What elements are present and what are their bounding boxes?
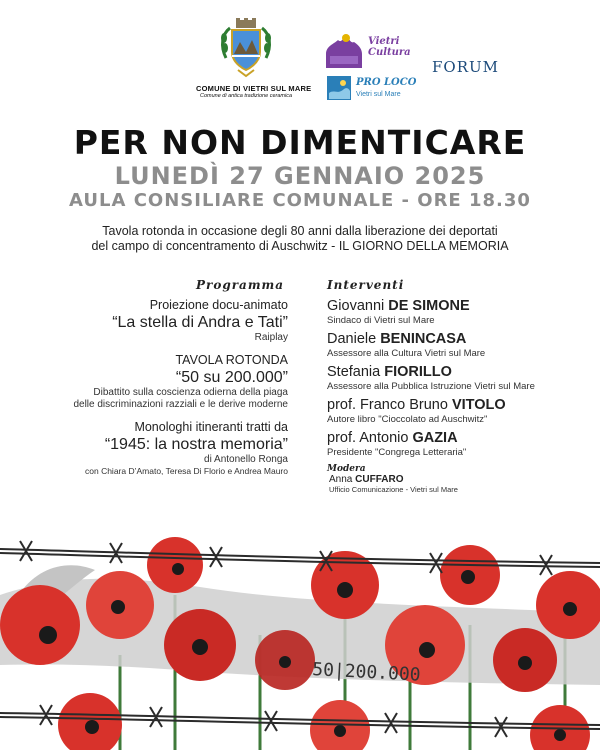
comune-tagline: Comune di antica tradizione ceramica [199, 93, 293, 99]
comune-name: COMUNE DI VIETRI SUL MARE [196, 84, 312, 93]
comune-logo [196, 18, 312, 99]
speaker-first: prof. Franco Bruno [327, 397, 448, 413]
moderator-name [327, 474, 587, 485]
event-description [0, 224, 600, 254]
program-item-title: “1945: la nostra memoria” [104, 436, 288, 453]
logo-bar [0, 18, 600, 118]
interventi-heading: Interventi [327, 278, 405, 292]
modera-heading: Modera [327, 464, 366, 474]
speaker-last: BENINCASA [380, 331, 467, 347]
speaker-last: VITOLO [451, 397, 506, 413]
program-item-source: Raiplay [254, 332, 288, 343]
program-item-desc: Dibattito sulla coscienza odierna della piaga [93, 387, 288, 398]
proloco-icon [326, 75, 352, 101]
speaker-name [327, 430, 587, 447]
speaker-last: DE SIMONE [388, 298, 470, 314]
page-title: PER NON DIMENTICARE [73, 123, 527, 162]
speaker-last: GAZIA [412, 430, 458, 446]
interventi-section [327, 278, 587, 494]
poppy-flower [164, 609, 236, 681]
forum-icon: FORUM [432, 58, 499, 76]
speaker [327, 298, 587, 326]
speaker-role: Sindaco di Vietri sul Mare [327, 315, 435, 326]
speaker-last: FIORILLO [384, 364, 452, 380]
program-item-desc: delle discriminazioni razziali e le derive moderne [73, 399, 288, 410]
speaker-first: Stefania [327, 364, 381, 380]
vietri-line2: Cultura [368, 47, 411, 58]
programma-heading: Programma [195, 278, 284, 292]
programma-section [20, 278, 288, 477]
speaker-role: Autore libro "Cioccolato ad Auschwitz" [327, 414, 488, 425]
speaker [327, 364, 587, 392]
speaker-name [327, 364, 587, 381]
poppy-flower [440, 545, 500, 605]
forum-logo [432, 58, 514, 76]
speaker-role: Assessore alla Pubblica Istruzione Vietri sul Mare [327, 381, 535, 392]
speaker-name [327, 298, 587, 315]
poppy-flower [0, 585, 80, 665]
proloco-sub: Vietri sul Mare [356, 91, 401, 98]
speaker-name [327, 331, 587, 348]
speaker-first: prof. Antonio [327, 430, 409, 446]
speaker-role: Presidente "Congrega Letteraria" [327, 447, 467, 458]
proloco-name: PRO LOCO [356, 77, 417, 88]
poppy-flower [147, 537, 203, 593]
coat-of-arms-icon [218, 18, 274, 82]
description-line: del campo di concentramento di Auschwitz - IL GIORNO DELLA MEMORIA [91, 239, 509, 253]
program-item-intro: Proiezione docu-animato [149, 298, 288, 312]
vietri-cultura-logo [322, 32, 422, 72]
moderator-role: Ufficio Comunicazione - Vietri sul Mare [329, 485, 458, 494]
proloco-logo [326, 75, 426, 111]
poppy-artwork [0, 535, 600, 750]
program-item-cast: con Chiara D’Amato, Teresa Di Florio e Andrea Mauro [85, 466, 288, 476]
moderator-first: Anna [329, 474, 353, 485]
speaker-first: Giovanni [327, 298, 385, 314]
moderator-last: CUFFARO [355, 474, 404, 485]
vietri-cultura-icon [322, 32, 366, 70]
vietri-cultura-name [368, 36, 411, 58]
speaker-first: Daniele [327, 331, 377, 347]
program-item-intro: Monologhi itineranti tratti da [134, 420, 288, 434]
poppy-flower [58, 693, 122, 750]
vietri-line1: Vietri [368, 36, 400, 47]
tattoo-number: 50|200.000 [311, 659, 422, 686]
program-item-intro: TAVOLA ROTONDA [175, 353, 288, 367]
program-item-title: “50 su 200.000” [175, 369, 288, 386]
event-venue: AULA CONSILIARE COMUNALE - ORE 18.30 [69, 190, 531, 211]
speaker [327, 430, 587, 458]
poppy-flower [86, 571, 154, 639]
speaker-role: Assessore alla Cultura Vietri sul Mare [327, 348, 486, 359]
program-item-author: di Antonello Ronga [204, 454, 288, 465]
speaker [327, 331, 587, 359]
speaker [327, 397, 587, 425]
poppy-flower [493, 628, 557, 692]
speaker-name [327, 397, 587, 414]
program-item-title: “La stella di Andra e Tati” [112, 314, 288, 331]
description-line: Tavola rotonda in occasione degli 80 anni dalla liberazione dei deportati [102, 224, 498, 238]
poppy-flower [255, 630, 315, 690]
event-date: LUNEDÌ 27 GENNAIO 2025 [114, 162, 486, 190]
